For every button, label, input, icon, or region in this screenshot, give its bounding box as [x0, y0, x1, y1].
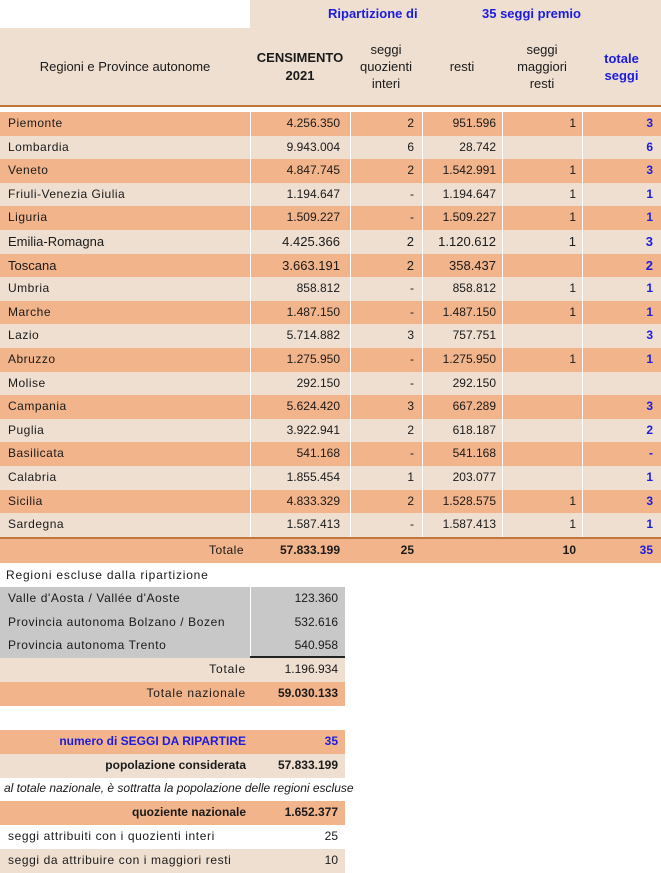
column-divider [250, 301, 251, 325]
region-largest-remainder-seats: 1 [569, 163, 576, 178]
national-total-value: 59.030.133 [277, 686, 338, 700]
region-name: Calabria [8, 470, 57, 484]
excluded-name: Provincia autonoma Trento [8, 638, 167, 653]
column-divider [250, 490, 251, 514]
column-divider [250, 112, 251, 136]
header-total-l2: seggi [604, 67, 639, 83]
region-largest-remainder-seats [502, 466, 582, 490]
column-divider [582, 513, 583, 537]
column-divider [422, 348, 423, 372]
header-quotient-l1: seggi [370, 42, 402, 57]
totals-row [0, 539, 661, 563]
region-remainder: 292.150 [452, 375, 496, 390]
population-label: popolazione considerata [105, 758, 246, 772]
quotient-value: 1.652.377 [284, 805, 338, 819]
region-census: 1.487.150 [286, 304, 340, 319]
region-quotient-seats: - [410, 210, 414, 225]
region-name: Sicilia [8, 493, 43, 508]
region-census: 4.425.366 [282, 234, 340, 249]
excluded-value: 540.958 [294, 638, 338, 653]
column-divider [350, 159, 351, 183]
region-remainder: 1.194.647 [442, 186, 496, 201]
column-divider [582, 254, 583, 278]
column-divider [502, 442, 503, 466]
column-divider [422, 395, 423, 419]
header-largest-l3: resti [529, 76, 555, 91]
region-largest-remainder-seats [502, 372, 582, 396]
column-divider [502, 395, 503, 419]
column-divider [350, 348, 351, 372]
region-row [0, 442, 661, 466]
region-quotient-seats: 2 [407, 493, 414, 508]
header-largest-l2: maggiori [517, 59, 567, 74]
region-row [0, 230, 661, 254]
column-divider [422, 183, 423, 207]
column-divider [502, 490, 503, 514]
region-row [0, 348, 661, 372]
region-census: 4.847.745 [286, 163, 340, 178]
column-divider [250, 587, 251, 611]
region-remainder: 1.120.612 [438, 234, 496, 249]
region-census: 3.922.941 [286, 422, 340, 437]
excluded-total-value: 1.196.934 [284, 662, 338, 676]
region-remainder: 1.528.575 [442, 493, 496, 508]
column-divider [250, 230, 251, 254]
region-remainder: 618.187 [452, 422, 496, 437]
region-quotient-seats: 2 [407, 422, 414, 437]
region-total-seats: 1 [646, 517, 653, 532]
column-divider [502, 372, 503, 396]
totals-max: 10 [562, 543, 576, 557]
header-quotient-l2: quozienti [359, 59, 413, 74]
column-divider [422, 277, 423, 301]
column-divider [582, 490, 583, 514]
region-largest-remainder-seats: 1 [569, 517, 576, 532]
column-divider [422, 112, 423, 136]
region-census: 5.714.882 [286, 328, 340, 343]
region-remainder: 203.077 [452, 470, 496, 484]
header-remainders [422, 28, 502, 105]
rem-seats-row [0, 849, 345, 873]
region-row [0, 395, 661, 419]
region-row [0, 466, 661, 490]
column-divider [582, 372, 583, 396]
column-divider [422, 490, 423, 514]
region-largest-remainder-seats [502, 395, 582, 419]
header-largest-l1: seggi [526, 42, 558, 57]
column-divider [422, 513, 423, 537]
population-row [0, 754, 345, 778]
region-quotient-seats: 2 [407, 116, 414, 130]
region-quotient-seats: - [410, 304, 414, 319]
region-name: Sardegna [8, 517, 65, 532]
region-largest-remainder-seats [502, 324, 582, 348]
totals-quot: 25 [400, 543, 414, 557]
rem-seats-label: seggi da attribuire con i maggiori resti [8, 853, 232, 867]
column-divider [502, 136, 503, 160]
column-divider [502, 324, 503, 348]
column-divider [350, 136, 351, 160]
region-census: 1.855.454 [286, 470, 340, 484]
header-census-l2: 2021 [285, 67, 315, 83]
column-divider [250, 254, 251, 278]
quot-seats-row [0, 825, 345, 849]
region-largest-remainder-seats: 1 [569, 116, 576, 130]
column-divider [350, 183, 351, 207]
region-largest-remainder-seats: 1 [569, 304, 576, 319]
region-row [0, 254, 661, 278]
column-divider [422, 466, 423, 490]
column-divider [350, 513, 351, 537]
column-divider [250, 442, 251, 466]
region-row [0, 183, 661, 207]
column-divider [502, 419, 503, 443]
header-total [582, 28, 661, 105]
region-remainder: 951.596 [452, 116, 496, 130]
column-divider [502, 254, 503, 278]
header-region [0, 28, 250, 105]
column-divider [250, 395, 251, 419]
quot-seats-value: 25 [324, 829, 338, 843]
column-divider [350, 112, 351, 136]
region-name: Friuli-Venezia Giulia [8, 186, 126, 201]
region-quotient-seats: 2 [406, 234, 414, 249]
column-divider [250, 324, 251, 348]
region-total-seats: 2 [645, 257, 653, 273]
column-divider [422, 419, 423, 443]
region-name: Liguria [8, 210, 48, 225]
region-census: 9.943.004 [286, 139, 340, 154]
region-row [0, 206, 661, 230]
header-remainders-label: resti [449, 58, 475, 74]
column-divider [582, 206, 583, 230]
region-largest-remainder-seats: 1 [569, 281, 576, 296]
region-row [0, 159, 661, 183]
column-divider [422, 159, 423, 183]
column-divider [582, 159, 583, 183]
region-remainder: 28.742 [459, 139, 496, 154]
region-total-seats: 3 [646, 328, 653, 343]
region-quotient-seats: - [410, 375, 414, 390]
column-divider [582, 324, 583, 348]
region-census: 541.168 [296, 446, 340, 461]
region-name: Molise [8, 375, 46, 390]
column-divider [350, 419, 351, 443]
region-quotient-seats: 1 [407, 470, 414, 484]
column-divider [250, 348, 251, 372]
region-total-seats: 1 [646, 210, 653, 225]
region-name: Toscana [8, 257, 57, 273]
region-remainder: 1.587.413 [442, 517, 496, 532]
region-total-seats: 3 [646, 116, 653, 130]
region-remainder: 667.289 [452, 399, 496, 414]
region-name: Basilicata [8, 446, 65, 461]
column-divider [582, 301, 583, 325]
region-census: 4.833.329 [286, 493, 340, 508]
region-row [0, 277, 661, 301]
region-largest-remainder-seats [502, 254, 582, 278]
header-group-label-1: Ripartizione di [328, 6, 418, 21]
region-census: 4.256.350 [286, 116, 340, 130]
region-total-seats: 3 [646, 163, 653, 178]
column-divider [582, 442, 583, 466]
region-name: Veneto [8, 163, 49, 178]
totals-census: 57.833.199 [279, 543, 340, 557]
region-census: 1.194.647 [286, 186, 340, 201]
region-remainder: 757.751 [452, 328, 496, 343]
column-divider [422, 324, 423, 348]
header-total-l1: totale [604, 50, 639, 66]
region-largest-remainder-seats [502, 442, 582, 466]
column-divider [502, 183, 503, 207]
region-largest-remainder-seats: 1 [569, 493, 576, 508]
excluded-name: Provincia autonoma Bolzano / Bozen [8, 614, 226, 629]
region-name: Lombardia [8, 139, 70, 154]
region-quotient-seats: 2 [406, 257, 414, 273]
excluded-value: 123.360 [294, 591, 338, 605]
header-rule [0, 105, 661, 107]
column-divider [250, 136, 251, 160]
excluded-total-label: Totale [209, 662, 246, 676]
column-divider [582, 395, 583, 419]
region-name: Campania [8, 399, 67, 414]
column-divider [350, 206, 351, 230]
region-row [0, 372, 661, 396]
column-divider [350, 442, 351, 466]
column-divider [502, 301, 503, 325]
region-remainder: 1.487.150 [442, 304, 496, 319]
population-note: al totale nazionale, è sottratta la popolazione delle regioni escluse [4, 781, 354, 795]
region-name: Puglia [8, 422, 45, 437]
header-largest [502, 28, 582, 105]
quot-seats-label: seggi attribuiti con i quozienti interi [8, 829, 215, 843]
region-total-seats: 1 [646, 304, 653, 319]
totals-total: 35 [639, 543, 653, 557]
region-largest-remainder-seats: 1 [569, 210, 576, 225]
column-divider [502, 348, 503, 372]
region-total-seats: 3 [645, 234, 653, 249]
region-quotient-seats: - [410, 186, 414, 201]
region-total-seats: 3 [646, 493, 653, 508]
column-divider [250, 466, 251, 490]
region-quotient-seats: 2 [407, 163, 414, 178]
column-divider [502, 277, 503, 301]
column-divider [582, 112, 583, 136]
region-name: Marche [8, 304, 52, 319]
column-divider [502, 206, 503, 230]
column-divider [422, 230, 423, 254]
quotient-row [0, 801, 345, 825]
region-row [0, 513, 661, 537]
column-divider [582, 466, 583, 490]
region-total-seats: - [649, 446, 653, 461]
region-remainder: 358.437 [449, 257, 496, 273]
region-name: Umbria [8, 281, 50, 296]
column-divider [350, 490, 351, 514]
excluded-name: Valle d'Aosta / Vallée d'Aoste [8, 591, 181, 605]
column-divider [422, 442, 423, 466]
excluded-row [0, 587, 345, 611]
column-divider [502, 513, 503, 537]
region-largest-remainder-seats: 1 [569, 352, 576, 366]
region-total-seats: 1 [646, 186, 653, 201]
column-divider [502, 466, 503, 490]
region-row [0, 136, 661, 160]
column-divider [502, 112, 503, 136]
column-divider [422, 206, 423, 230]
column-divider [350, 301, 351, 325]
region-quotient-seats: - [410, 281, 414, 296]
seats-label: numero di SEGGI DA RIPARTIRE [59, 734, 246, 748]
column-divider [250, 419, 251, 443]
region-total-seats [582, 372, 661, 396]
column-divider [582, 277, 583, 301]
region-row [0, 324, 661, 348]
region-total-seats: 1 [646, 352, 653, 366]
region-largest-remainder-seats [502, 419, 582, 443]
region-quotient-seats: 3 [407, 399, 414, 414]
region-census: 3.663.191 [282, 257, 340, 273]
column-divider [502, 159, 503, 183]
column-divider [582, 419, 583, 443]
column-divider [582, 183, 583, 207]
totals-rest [422, 539, 502, 563]
column-divider [582, 136, 583, 160]
column-divider [350, 254, 351, 278]
quotient-label: quoziente nazionale [131, 805, 246, 819]
region-largest-remainder-seats [502, 136, 582, 160]
region-census: 5.624.420 [286, 399, 340, 414]
region-census: 858.812 [296, 281, 340, 296]
column-divider [250, 611, 251, 635]
column-divider [422, 136, 423, 160]
column-divider [502, 230, 503, 254]
header-region-label: Regioni e Province autonome [39, 58, 211, 74]
region-total-seats: 3 [646, 399, 653, 414]
region-total-seats: 6 [646, 139, 653, 154]
region-census: 1.587.413 [286, 517, 340, 532]
column-divider [350, 372, 351, 396]
national-total-label: Totale nazionale [146, 686, 246, 700]
region-total-seats: 2 [646, 422, 653, 437]
column-divider [422, 254, 423, 278]
header-group-band [250, 0, 661, 28]
column-divider [350, 277, 351, 301]
column-divider [250, 277, 251, 301]
region-row [0, 490, 661, 514]
excluded-row [0, 611, 345, 635]
region-name: Lazio [8, 328, 40, 343]
excluded-total-row [0, 658, 345, 682]
region-census: 1.275.950 [286, 352, 340, 366]
region-total-seats: 1 [646, 470, 653, 484]
region-row [0, 112, 661, 136]
excluded-title: Regioni escluse dalla ripartizione [6, 568, 209, 582]
region-census: 292.150 [296, 375, 340, 390]
column-divider [250, 372, 251, 396]
column-divider [422, 372, 423, 396]
header-quotient-l3: interi [371, 76, 401, 91]
population-value: 57.833.199 [277, 758, 338, 772]
rem-seats-value: 10 [324, 853, 338, 867]
header-census [250, 28, 350, 105]
region-quotient-seats: - [410, 446, 414, 461]
region-remainder: 858.812 [452, 281, 496, 296]
totals-label: Totale [208, 543, 244, 557]
column-divider [350, 324, 351, 348]
region-census: 1.509.227 [286, 210, 340, 225]
region-remainder: 1.509.227 [442, 210, 496, 225]
header-group-label-2: 35 seggi premio [482, 6, 581, 21]
region-quotient-seats: 6 [407, 139, 414, 154]
column-divider [250, 183, 251, 207]
region-quotient-seats: - [410, 517, 414, 532]
column-divider [582, 230, 583, 254]
region-remainder: 1.542.991 [442, 163, 496, 178]
header-quotient [350, 28, 422, 105]
region-remainder: 1.275.950 [442, 352, 496, 366]
region-row [0, 301, 661, 325]
region-name: Piemonte [8, 116, 63, 130]
column-divider [250, 634, 251, 658]
column-divider [422, 301, 423, 325]
region-name: Abruzzo [8, 352, 56, 366]
column-divider [250, 513, 251, 537]
region-quotient-seats: - [410, 352, 414, 366]
national-total-row [0, 682, 345, 706]
column-divider [350, 395, 351, 419]
column-divider [582, 348, 583, 372]
column-divider [250, 206, 251, 230]
column-divider [350, 466, 351, 490]
region-total-seats: 1 [646, 281, 653, 296]
excluded-row [0, 634, 345, 658]
column-divider [350, 230, 351, 254]
header-census-l1: CENSIMENTO [256, 49, 344, 65]
column-divider [250, 159, 251, 183]
region-quotient-seats: 3 [407, 328, 414, 343]
seats-row [0, 730, 345, 754]
seats-value: 35 [324, 734, 338, 748]
region-name: Emilia-Romagna [8, 234, 105, 249]
region-row [0, 419, 661, 443]
region-remainder: 541.168 [452, 446, 496, 461]
region-largest-remainder-seats: 1 [569, 186, 576, 201]
excluded-value: 532.616 [294, 614, 338, 629]
region-largest-remainder-seats: 1 [568, 234, 576, 249]
